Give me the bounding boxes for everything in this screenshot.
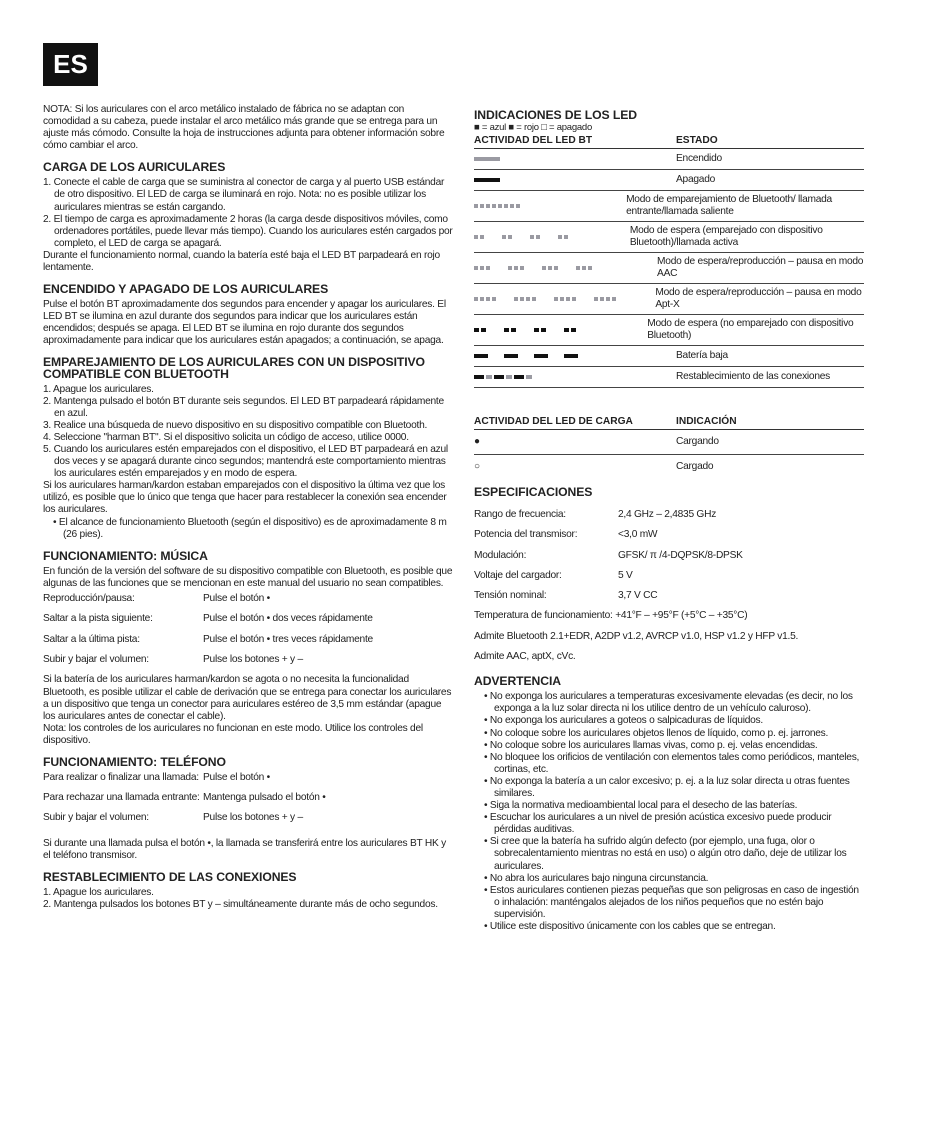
reset-heading: RESTABLECIMIENTO DE LAS CONEXIONES [43,870,297,885]
led-blink-segment [520,297,524,301]
spec-label: Rango de frecuencia: [474,509,566,520]
music-control-value: Pulse el botón • [203,592,270,604]
led-pattern [474,178,676,182]
led-blink-segment [538,297,552,301]
led-blink-segment [474,235,478,239]
reset-steps [43,887,453,911]
led-blink-segment [564,235,568,239]
warning-item: • Estos auriculares contienen piezas pequeñas que son peligrosas en caso de ingestión o inhalación: manténgalos alejados de los niños pequeños que no estén bajo supervisión. [484,884,859,920]
led-blink-segment [506,375,512,379]
power-heading: ENCENDIDO Y APAGADO DE LOS AURICULARES [43,282,329,297]
led-blink-segment [480,266,484,270]
pairing-step: 1. Apague los auriculares. [43,383,154,395]
led-blink-segment [526,266,540,270]
specs-codec-line: Admite AAC, aptX, cVc. [474,651,576,663]
bt-led-state: Modo de emparejamiento de Bluetooth/ llamada entrante/llamada saliente [626,194,832,217]
bt-led-state-header: ESTADO [676,135,718,146]
led-blink-segment [564,328,569,332]
led-blink-segment [508,266,512,270]
led-blink-segment [612,297,616,301]
led-blink-segment [480,297,484,301]
music-control-value: Pulse los botones + y – [203,654,303,666]
led-blink-segment [526,297,530,301]
reset-step: 1. Apague los auriculares. [43,887,154,899]
led-blink-segment [516,204,520,208]
charge-led-symbol: ● [474,435,480,447]
phone-controls [43,772,453,824]
phone-control-value: Mantenga pulsado el botón • [203,791,326,803]
led-blink-segment [486,375,492,379]
music-intro: En función de la versión del software de su dispositivo compatible con Bluetooth, es posible que algunas de las funciones que se mencionan en este manual del usuario no sean compatibles. [43,565,453,589]
led-blink-segment [474,178,500,182]
phone-control-value: Pulse los botones + y – [203,811,303,823]
pairing-note: Si los auriculares harman/kardon estaban emparejados con el dispositivo la última vez que los utilizó, es posible que lo único que tenga que hacer para restablecer la conexión sea encender los auriculares. [43,480,447,516]
pairing-step: 5. Cuando los auriculares estén emparejados con el dispositivo, el LED BT parpadeará en azul dos veces y se apagará durante cinco segundos; mantendrá este comportamiento mientras los auriculares estén emparejados y en modo de espera. [43,443,448,480]
led-blink-segment [511,328,516,332]
music-control-label: Saltar a la última pista: [43,633,140,645]
led-blink-segment [600,297,604,301]
led-blink-segment [514,375,524,379]
bt-led-state: Restablecimiento de las conexiones [676,371,831,382]
spec-label: Tensión nominal: [474,590,547,602]
charge-led-state: Cargado [676,461,714,472]
led-blink-segment [534,354,548,358]
bt-led-state: Modo de espera (emparejado con dispositivo Bluetooth)/llamada activa [629,225,823,248]
spec-label: Temperatura de funcionamiento: [474,610,613,622]
led-legend: ■ = azul ■ = rojo □ = apagado [474,122,592,133]
language-badge: ES [43,43,98,86]
bt-led-table-header [474,135,864,149]
music-bypass-text: Si la batería de los auriculares harman/kardon se agota o no necesita la funcionalidad Bluetooth, es posible utilizar el cable de derivación que se entrega para conectar los auriculares a un dispositivo que tenga un conector para auriculares estéreo de 3,5 mm estándar (apague los auriculares antes de conectar el cable). [43,674,452,722]
warning-item: • No coloque sobre los auriculares llamas vivas, como p. ej. velas encendidas. [484,739,818,751]
led-blink-segment [578,297,592,301]
bt-led-row [474,170,864,191]
led-heading: INDICACIONES DE LOS LED [474,108,637,122]
warning-heading: ADVERTENCIA [474,674,561,689]
spec-value: GFSK/ π /4-DQPSK/8-DPSK [618,549,743,561]
warning-item: • No coloque sobre los auriculares objetos llenos de líquido, como p. ej. jarrones. [484,727,829,739]
led-blink-segment [541,328,546,332]
bt-led-row [474,149,864,170]
led-blink-segment [486,204,490,208]
led-pattern [474,354,676,358]
music-controls [43,593,453,667]
warning-item: • No exponga los auriculares a goteos o salpicaduras de líquidos. [484,715,763,727]
led-blink-segment [508,235,512,239]
phone-heading: FUNCIONAMIENTO: TELÉFONO [43,754,226,769]
led-blink-segment [474,328,479,332]
warning-item: • No exponga los auriculares a temperaturas excesivamente elevadas (es decir, no los exponga a la luz solar directa ni los utilice dentro de un vehículo caluroso). [484,691,853,715]
led-blink-segment [566,297,570,301]
bt-led-activity-header: ACTIVIDAD DEL LED BT [474,135,593,146]
led-blink-segment [504,354,518,358]
bt-led-row [474,346,864,367]
led-blink-segment [518,328,532,332]
led-blink-segment [492,266,506,270]
led-blink-segment [490,354,502,358]
phone-control-label: Subir y bajar el volumen: [43,811,149,823]
led-blink-segment [548,328,562,332]
bt-led-row [474,253,864,284]
led-blink-segment [560,297,564,301]
music-control-value: Pulse el botón • dos veces rápidamente [203,613,373,625]
specs-heading: ESPECIFICACIONES [474,485,593,499]
warning-item: • No exponga la batería a un calor excesivo; p. ej. a la luz solar directa u otras fuentes similares. [484,775,850,800]
pairing-step: 2. Mantenga pulsado el botón BT durante seis segundos. El LED BT parpadeará rápidamente en azul. [43,395,444,419]
music-control-label: Subir y bajar el volumen: [43,654,149,666]
led-blink-segment [474,375,484,379]
pairing-bullets [43,517,453,541]
charging-step: 2. El tiempo de carga es aproximadamente 2 horas (la carga desde dispositivos móviles, como ordenadores portátiles, puede llevar más tiempo). Cuando los auriculares estén cargados por completo, el LED de carga se apagará. [43,213,453,249]
led-blink-segment [554,297,558,301]
led-blink-segment [606,297,610,301]
led-blink-segment [481,328,486,332]
led-blink-segment [498,297,512,301]
spec-value: 5 V [618,569,633,581]
charge-led-state: Cargando [676,436,719,447]
led-blink-segment [520,266,524,270]
led-blink-segment [502,235,506,239]
charge-led-indication-header: INDICACIÓN [676,416,737,427]
led-blink-segment [510,204,514,208]
led-blink-segment [576,266,580,270]
led-blink-segment [520,354,532,358]
spec-value: 3,7 V CC [618,590,658,602]
charging-heading: CARGA DE LOS AURICULARES [43,160,226,175]
led-blink-segment [571,328,576,332]
led-blink-segment [548,266,552,270]
warning-item: • Utilice este dispositivo únicamente con los cables que se entregan. [484,921,776,933]
phone-transfer-text: Si durante una llamada pulsa el botón •, la llamada se transferirá entre los auriculares BT HK y el teléfono transmisor. [43,837,446,862]
specs-bluetooth-line: Admite Bluetooth 2.1+EDR, A2DP v1.2, AVRCP v1.0, HSP v1.2 y HFP v1.5. [474,630,799,642]
led-blink-segment [514,266,518,270]
right-column [474,108,864,933]
music-control-label: Saltar a la pista siguiente: [43,613,153,625]
bt-led-row [474,284,864,315]
led-pattern [474,204,626,208]
led-blink-segment [542,266,546,270]
led-pattern [474,235,630,239]
spec-label: Potencia del transmisor: [474,529,578,541]
warning-item: • Si cree que la batería ha sufrido algún defecto (por ejemplo, una fuga, olor o sobrecalentamiento mientras no está en uso) o algún otro daño, deje de utilizar los auriculares. [484,836,847,872]
led-blink-segment [474,204,478,208]
phone-control-label: Para rechazar una llamada entrante: [43,791,200,803]
warning-item: • No abra los auriculares bajo ninguna circunstancia. [484,872,709,884]
pairing-step: 4. Seleccione "harman BT". Si el dispositivo solicita un código de acceso, utilice 0000. [43,431,409,443]
charge-led-symbol: ○ [474,460,480,472]
led-blink-segment [514,297,518,301]
led-blink-segment [488,328,502,332]
led-blink-segment [474,157,500,161]
charging-step: 1. Conecte el cable de carga que se suministra al conector de carga y al puerto USB estándar de otro dispositivo. El LED de carga se iluminará en rojo. Nota: no es posible utilizar los auriculares mientras se están cargando. [43,177,445,213]
bt-led-state: Modo de espera (no emparejado con dispositivo Bluetooth) [647,318,854,341]
led-blink-segment [594,297,598,301]
led-blink-segment [492,204,496,208]
charging-note: Durante el funcionamiento normal, cuando la batería esté baja el LED BT parpadeará en rojo lentamente. [43,249,440,274]
bt-led-state: Batería baja [676,350,728,361]
music-control-value: Pulse el botón • tres veces rápidamente [203,633,373,645]
phone-control-label: Para realizar o finalizar una llamada: [43,771,199,783]
led-pattern [474,328,647,332]
led-blink-segment [530,235,534,239]
led-blink-segment [474,266,478,270]
pairing-heading: EMPAREJAMIENTO DE LOS AURICULARES CON UN DISPOSITIVO COMPATIBLE CON BLUETOOTH [43,354,425,381]
music-control-label: Reproducción/pausa: [43,592,135,604]
led-blink-segment [582,266,586,270]
pairing-step: 3. Realice una búsqueda de nuevo dispositivo en su dispositivo compatible con Bluetooth. [43,419,428,431]
led-blink-segment [486,235,500,239]
led-blink-segment [542,235,556,239]
bt-led-row [474,315,864,346]
led-blink-segment [480,235,484,239]
led-blink-segment [532,297,536,301]
led-blink-segment [480,204,484,208]
led-blink-segment [514,235,528,239]
spec-label: Voltaje del cargador: [474,569,562,581]
bt-led-row [474,191,864,222]
led-blink-segment [486,266,490,270]
pairing-steps [43,384,453,481]
specs-list [474,509,864,663]
warning-item: • Siga la normativa medioambiental local para el desecho de las baterías. [484,800,798,812]
spec-value: 2,4 GHz – 2,4835 GHz [618,509,717,520]
led-blink-segment [554,266,558,270]
led-blink-segment [494,375,504,379]
led-pattern [474,266,657,270]
left-column [43,104,453,911]
charge-led-activity-header: ACTIVIDAD DEL LED DE CARGA [474,416,633,427]
spec-value: <3,0 mW [618,529,658,541]
led-blink-segment [564,354,578,358]
bt-led-state: Apagado [676,174,716,185]
music-heading: FUNCIONAMIENTO: MÚSICA [43,548,208,563]
power-text: Pulse el botón BT aproximadamente dos segundos para encender y apagar los auriculares. El LED BT se ilumina en azul durante dos segundos para indicar que los auriculares están encendidos; después se apaga. El LED BT se ilumina en rojo durante dos segundos aproximadamente para indicar que los auriculares están apagados; a continuación, se apaga. [43,299,446,347]
led-blink-segment [560,266,574,270]
led-blink-segment [492,297,496,301]
bt-led-state: Encendido [676,153,722,164]
led-blink-segment [504,328,509,332]
led-blink-segment [474,297,478,301]
led-blink-segment [558,235,562,239]
led-blink-segment [550,354,562,358]
warning-item: • Escuchar los auriculares a un nivel de presión acústica excesivo puede producir pérdidas auditivas. [484,812,832,836]
phone-control-value: Pulse el botón • [203,771,270,783]
led-blink-segment [534,328,539,332]
led-pattern [474,297,655,301]
bt-led-table [474,149,864,388]
led-blink-segment [588,266,592,270]
charging-steps [43,177,453,250]
led-blink-segment [572,297,576,301]
warning-list [474,691,864,933]
led-blink-segment [486,297,490,301]
led-blink-segment [474,354,488,358]
led-blink-segment [526,375,532,379]
led-pattern [474,375,676,379]
bt-led-state: Modo de espera/reproducción – pausa en modo Apt-X [655,287,862,310]
bt-led-row [474,222,864,253]
pairing-bullet: • El alcance de funcionamiento Bluetooth (según el dispositivo) es de aproximadamente 8 m (26 pies). [53,516,447,540]
charge-led-row [474,455,864,479]
spec-value: +41°F – +95°F (+5°C – +35°C) [615,610,748,622]
led-pattern [474,157,676,161]
warning-item: • No bloquee los orificios de ventilación con elementos tales como periódicos, manteles, cortinas, etc. [484,751,860,775]
bt-led-state: Modo de espera/reproducción – pausa en modo AAC [657,256,864,279]
spec-label: Modulación: [474,549,527,561]
music-note: Nota: los controles de los auriculares no funcionan en este modo. Utilice los controles del dispositivo. [43,722,423,746]
charge-led-row [474,430,864,455]
led-blink-segment [504,204,508,208]
led-blink-segment [536,235,540,239]
bt-led-row [474,367,864,388]
charge-led-table-header [474,416,864,430]
note-text: NOTA: Si los auriculares con el arco metálico instalado de fábrica no se adaptan con comodidad a su cabeza, puede instalar el arco metálico más grande que se entrega para un ajuste más cómodo. Consulte la hoja de instrucciones adjunta para obtener información sobre cómo cambiar el arco. [43,104,445,152]
led-blink-segment [498,204,502,208]
reset-step: 2. Mantenga pulsados los botones BT y – simultáneamente durante más de ocho segundos. [43,899,438,911]
